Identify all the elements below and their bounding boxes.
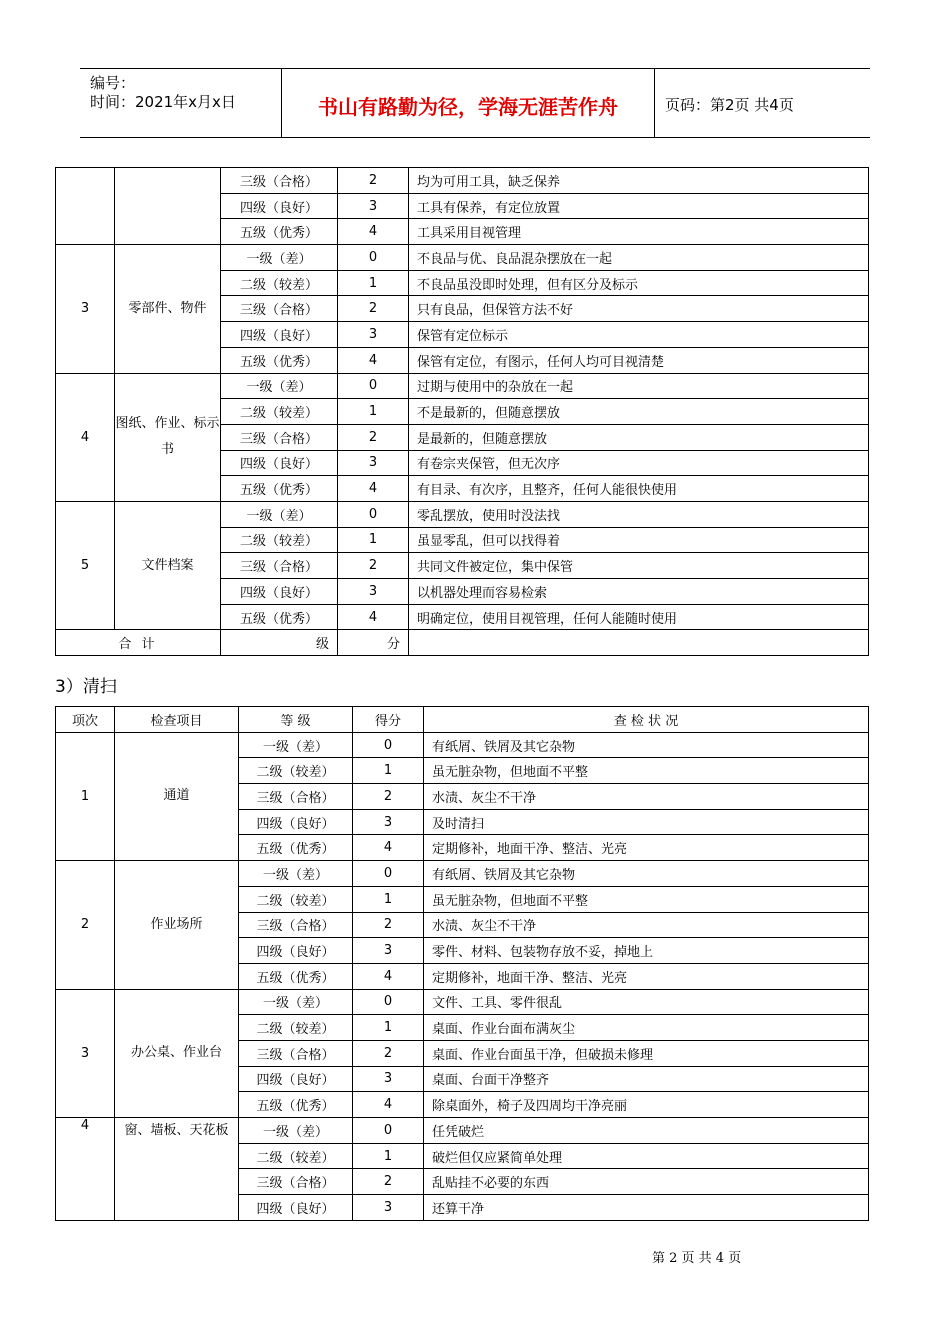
header-motto-cell: [282, 69, 655, 137]
inspection-table-continued: [55, 167, 869, 656]
status-cell: 明确定位，使用目视管理，任何人能随时使用: [409, 604, 869, 630]
grade-cell: 四级（良好）: [221, 579, 338, 605]
grade-cell: 三级（合格）: [239, 1040, 353, 1066]
footer-page-info: 第 2 页 共 4 页: [652, 1251, 742, 1266]
score-cell: 1: [338, 527, 409, 553]
item-name-cell: 通道: [115, 732, 239, 860]
table-row: [56, 373, 869, 399]
grade-cell: 二级（较差）: [239, 1015, 353, 1041]
score-cell: 0: [338, 501, 409, 527]
status-cell: 还算干净: [424, 1195, 869, 1221]
status-cell: 有目录、有次序，且整齐，任何人能很快使用: [409, 476, 869, 502]
status-cell: 保管有定位标示: [409, 322, 869, 348]
grade-cell: 二级（较差）: [239, 1143, 353, 1169]
item-no-cell: 1: [56, 732, 115, 860]
item-name-cell: 图纸、作业、标示书: [115, 373, 221, 501]
score-cell: 1: [353, 1015, 424, 1041]
grade-cell: 四级（良好）: [239, 809, 353, 835]
status-cell: 不良品与优、良品混杂摆放在一起: [409, 245, 869, 271]
status-cell: 只有良品，但保管方法不好: [409, 296, 869, 322]
grade-cell: 五级（优秀）: [239, 835, 353, 861]
table-row: [56, 989, 869, 1015]
grade-cell: 二级（较差）: [239, 758, 353, 784]
grade-cell: 一级（差）: [239, 861, 353, 887]
total-label-cell: 合 计: [56, 630, 221, 656]
table-row: [56, 1118, 869, 1144]
grade-cell: 三级（合格）: [221, 553, 338, 579]
score-cell: 3: [338, 193, 409, 219]
status-cell: 有卷宗夹保管，但无次序: [409, 450, 869, 476]
item-no-cell: 4: [56, 1118, 115, 1221]
grade-cell: 一级（差）: [239, 989, 353, 1015]
grade-cell: 三级（合格）: [221, 424, 338, 450]
score-cell: 3: [338, 450, 409, 476]
grade-cell: 五级（优秀）: [239, 1092, 353, 1118]
total-score-cell: 分: [338, 630, 409, 656]
status-cell: 工具采用目视管理: [409, 219, 869, 245]
grade-cell: 四级（良好）: [239, 938, 353, 964]
score-cell: 1: [353, 1143, 424, 1169]
grade-cell: 五级（优秀）: [221, 476, 338, 502]
score-cell: 2: [353, 1169, 424, 1195]
grade-cell: 二级（较差）: [221, 527, 338, 553]
grade-cell: 五级（优秀）: [239, 963, 353, 989]
grade-cell: 一级（差）: [221, 501, 338, 527]
status-cell: 定期修补，地面干净、整洁、光亮: [424, 963, 869, 989]
status-cell: 工具有保养，有定位放置: [409, 193, 869, 219]
table-row: [56, 861, 869, 887]
grade-cell: 二级（较差）: [221, 270, 338, 296]
score-cell: 2: [353, 1040, 424, 1066]
score-cell: 1: [353, 886, 424, 912]
status-cell: 水渍、灰尘不干净: [424, 912, 869, 938]
column-header: 得分: [353, 707, 424, 733]
status-cell: 是最新的，但随意摆放: [409, 424, 869, 450]
total-row: [56, 630, 869, 656]
status-cell: 共同文件被定位，集中保管: [409, 553, 869, 579]
item-no-cell: 3: [56, 989, 115, 1117]
status-cell: 零件、材料、包装物存放不妥，掉地上: [424, 938, 869, 964]
score-cell: 0: [353, 861, 424, 887]
status-cell: 桌面、作业台面虽干净，但破损未修理: [424, 1040, 869, 1066]
header-meta-cell: [80, 69, 282, 137]
score-cell: 4: [338, 476, 409, 502]
score-cell: 1: [353, 758, 424, 784]
score-cell: 0: [353, 1118, 424, 1144]
status-cell: 有纸屑、铁屑及其它杂物: [424, 732, 869, 758]
score-cell: 1: [338, 399, 409, 425]
score-cell: 4: [338, 604, 409, 630]
grade-cell: 五级（优秀）: [221, 604, 338, 630]
score-cell: 4: [338, 347, 409, 373]
table-row: [56, 245, 869, 271]
grade-cell: 四级（良好）: [239, 1066, 353, 1092]
status-cell: 有纸屑、铁屑及其它杂物: [424, 861, 869, 887]
item-name-cell: 作业场所: [115, 861, 239, 989]
motto: 书山有路勤为径，学海无涯苦作舟: [318, 95, 618, 119]
grade-cell: 四级（良好）: [221, 450, 338, 476]
score-cell: 0: [353, 989, 424, 1015]
status-cell: 保管有定位，有图示，任何人均可目视清楚: [409, 347, 869, 373]
score-cell: 3: [353, 938, 424, 964]
score-cell: 3: [338, 322, 409, 348]
status-cell: 不是最新的，但随意摆放: [409, 399, 869, 425]
score-cell: 2: [338, 296, 409, 322]
status-cell: 虽无脏杂物，但地面不平整: [424, 758, 869, 784]
cleaning-inspection-table: [55, 706, 869, 1221]
status-cell: 及时清扫: [424, 809, 869, 835]
grade-cell: 一级（差）: [239, 1118, 353, 1144]
status-cell: 任凭破烂: [424, 1118, 869, 1144]
status-cell: 水渍、灰尘不干净: [424, 784, 869, 810]
status-cell: 桌面、台面干净整齐: [424, 1066, 869, 1092]
item-no-cell: 2: [56, 861, 115, 989]
total-blank-cell: [409, 630, 869, 656]
grade-cell: 一级（差）: [239, 732, 353, 758]
status-cell: 文件、工具、零件很乱: [424, 989, 869, 1015]
status-cell: 不良品虽没即时处理，但有区分及标示: [409, 270, 869, 296]
column-header: 项次: [56, 707, 115, 733]
item-name-cell: 窗、墙板、天花板: [115, 1118, 239, 1221]
status-cell: 破烂但仅应紧简单处理: [424, 1143, 869, 1169]
grade-cell: 三级（合格）: [239, 784, 353, 810]
score-cell: 2: [338, 553, 409, 579]
status-cell: 虽显零乱，但可以找得着: [409, 527, 869, 553]
header-page-cell: [655, 69, 870, 137]
score-cell: 0: [338, 245, 409, 271]
item-no-cell: [56, 168, 115, 245]
item-name-cell: [115, 168, 221, 245]
score-cell: 4: [353, 963, 424, 989]
column-header: 查 检 状 况: [424, 707, 869, 733]
grade-cell: 一级（差）: [221, 373, 338, 399]
table-row: [56, 732, 869, 758]
score-cell: 2: [353, 912, 424, 938]
status-cell: 虽无脏杂物，但地面不平整: [424, 886, 869, 912]
grade-cell: 一级（差）: [221, 245, 338, 271]
score-cell: 0: [338, 373, 409, 399]
document-header: [80, 68, 870, 138]
grade-cell: 二级（较差）: [221, 399, 338, 425]
status-cell: 以机器处理而容易检索: [409, 579, 869, 605]
score-cell: 3: [353, 1195, 424, 1221]
status-cell: 零乱摆放，使用时没法找: [409, 501, 869, 527]
grade-cell: 四级（良好）: [239, 1195, 353, 1221]
score-cell: 4: [353, 1092, 424, 1118]
item-name-cell: 零部件、物件: [115, 245, 221, 373]
status-cell: 定期修补，地面干净、整洁、光亮: [424, 835, 869, 861]
total-level-cell: 级: [221, 630, 338, 656]
grade-cell: 五级（优秀）: [221, 347, 338, 373]
grade-cell: 三级（合格）: [221, 168, 338, 194]
score-cell: 3: [338, 579, 409, 605]
item-no-cell: 5: [56, 501, 115, 629]
item-name-cell: 办公桌、作业台: [115, 989, 239, 1117]
header-row: [56, 707, 869, 733]
column-header: 等 级: [239, 707, 353, 733]
table-row: [56, 168, 869, 194]
item-name-cell: 文件档案: [115, 501, 221, 629]
score-cell: 2: [353, 784, 424, 810]
grade-cell: 三级（合格）: [239, 1169, 353, 1195]
score-cell: 4: [338, 219, 409, 245]
grade-cell: 四级（良好）: [221, 193, 338, 219]
status-cell: 乱贴挂不必要的东西: [424, 1169, 869, 1195]
header-page-info: 页码：第2页 共4页: [665, 96, 794, 114]
score-cell: 3: [353, 809, 424, 835]
status-cell: 均为可用工具，缺乏保养: [409, 168, 869, 194]
score-cell: 2: [338, 424, 409, 450]
grade-cell: 二级（较差）: [239, 886, 353, 912]
table-row: [56, 501, 869, 527]
grade-cell: 三级（合格）: [221, 296, 338, 322]
score-cell: 3: [353, 1066, 424, 1092]
item-no-cell: 3: [56, 245, 115, 373]
score-cell: 4: [353, 835, 424, 861]
time-label: 时间：2021年x月x日: [90, 93, 236, 111]
score-cell: 1: [338, 270, 409, 296]
column-header: 检查项目: [115, 707, 239, 733]
code-label: 编号：: [90, 74, 136, 92]
score-cell: 2: [338, 168, 409, 194]
status-cell: 桌面、作业台面布满灰尘: [424, 1015, 869, 1041]
grade-cell: 五级（优秀）: [221, 219, 338, 245]
status-cell: 除桌面外，椅子及四周均干净亮丽: [424, 1092, 869, 1118]
item-no-cell: 4: [56, 373, 115, 501]
section-title: 3）清扫: [55, 677, 117, 697]
grade-cell: 四级（良好）: [221, 322, 338, 348]
status-cell: 过期与使用中的杂放在一起: [409, 373, 869, 399]
grade-cell: 三级（合格）: [239, 912, 353, 938]
score-cell: 0: [353, 732, 424, 758]
